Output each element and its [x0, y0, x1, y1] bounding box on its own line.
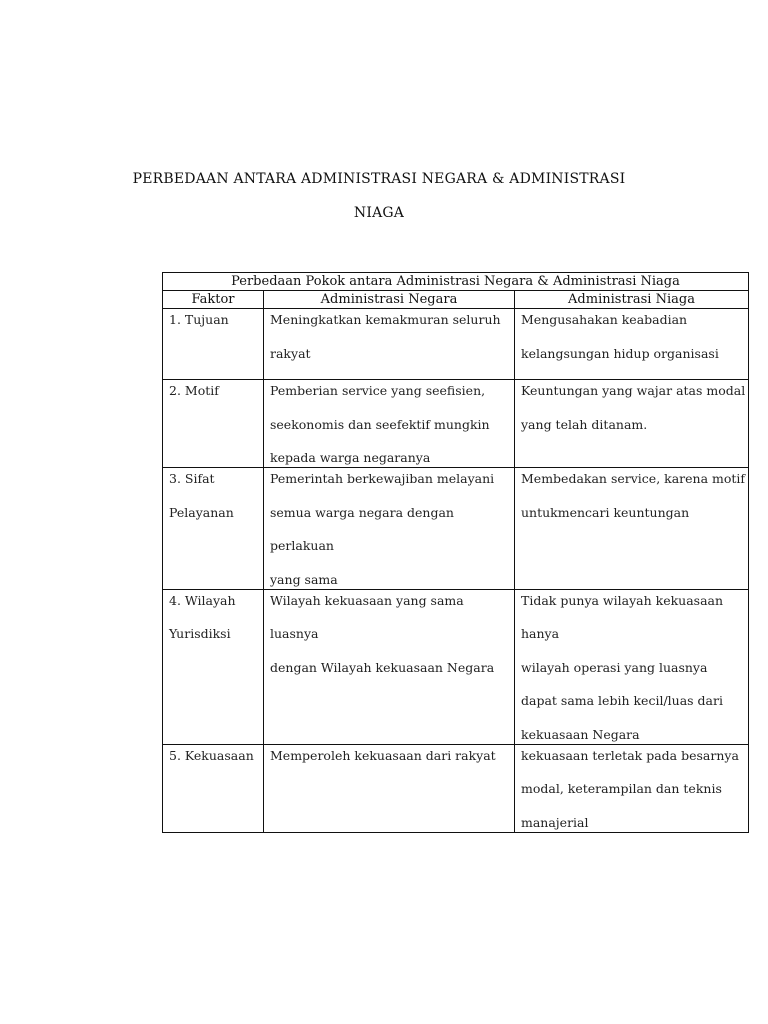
negara-text: rakyat [270, 345, 311, 361]
column-header-administrasi-niaga: Administrasi Niaga [515, 291, 749, 309]
negara-text: Pemberian service yang seefisien, [270, 383, 486, 398]
column-header-faktor: Faktor [163, 291, 264, 309]
column-header-administrasi-negara: Administrasi Negara [264, 291, 515, 309]
negara-text: seekonomis dan seefektif mungkin [270, 416, 490, 432]
niaga-text: wilayah operasi yang luasnya [521, 659, 708, 675]
negara-text: dengan Wilayah kekuasaan Negara [270, 659, 495, 675]
faktor-text: Yurisdiksi [169, 626, 231, 641]
faktor-text: Pelayanan [169, 504, 234, 520]
document-title: PERBEDAAN ANTARA ADMINISTRASI NEGARA & ADMINISTRASI [132, 171, 626, 187]
niaga-text: kelangsungan hidup organisasi [521, 345, 719, 361]
table-row [163, 468, 749, 590]
niaga-text: hanya [521, 626, 560, 641]
negara-text: kepada warga negaranya [270, 450, 431, 465]
niaga-text: untukmencari keuntungan [521, 504, 690, 520]
niaga-text: modal, keterampilan dan teknis [521, 781, 722, 796]
negara-text: semua warga negara dengan [270, 504, 454, 520]
negara-text: Wilayah kekuasaan yang sama [270, 592, 464, 608]
niaga-text: manajerial [521, 814, 589, 830]
niaga-text: Mengusahakan keabadian [521, 312, 688, 327]
faktor-text: 1. Tujuan [169, 312, 229, 327]
niaga-text: dapat sama lebih kecil/luas dari [521, 693, 723, 708]
niaga-text: kekuasaan terletak pada besarnya [521, 747, 739, 763]
table-row [163, 744, 749, 832]
table-caption: Perbedaan Pokok antara Administrasi Negara & Administrasi Niaga [163, 273, 749, 291]
comparison-table [162, 272, 749, 833]
negara-text: perlakuan [270, 538, 334, 553]
document-title-continued: NIAGA [353, 205, 405, 221]
table-row [163, 380, 749, 468]
faktor-text: 5. Kekuasaan [169, 747, 254, 763]
negara-text: luasnya [270, 626, 319, 641]
negara-text: Memperoleh kekuasaan dari rakyat [270, 747, 496, 763]
table-row [163, 309, 749, 380]
niaga-text: kekuasaan Negara [521, 726, 640, 742]
niaga-text: Tidak punya wilayah kekuasaan [521, 592, 724, 608]
niaga-text: yang telah ditanam. [521, 416, 648, 432]
table-row [163, 589, 749, 744]
negara-text: Pemerintah berkewajiban melayani [270, 471, 495, 486]
negara-text: Meningkatkan kemakmuran seluruh [270, 312, 501, 327]
faktor-text: 2. Motif [169, 383, 219, 398]
faktor-text: 3. Sifat [169, 471, 215, 486]
niaga-text: Keuntungan yang wajar atas modal [521, 383, 746, 398]
negara-text: yang sama [270, 571, 338, 587]
faktor-text: 4. Wilayah [169, 592, 236, 608]
niaga-text: Membedakan service, karena motif [521, 471, 746, 486]
